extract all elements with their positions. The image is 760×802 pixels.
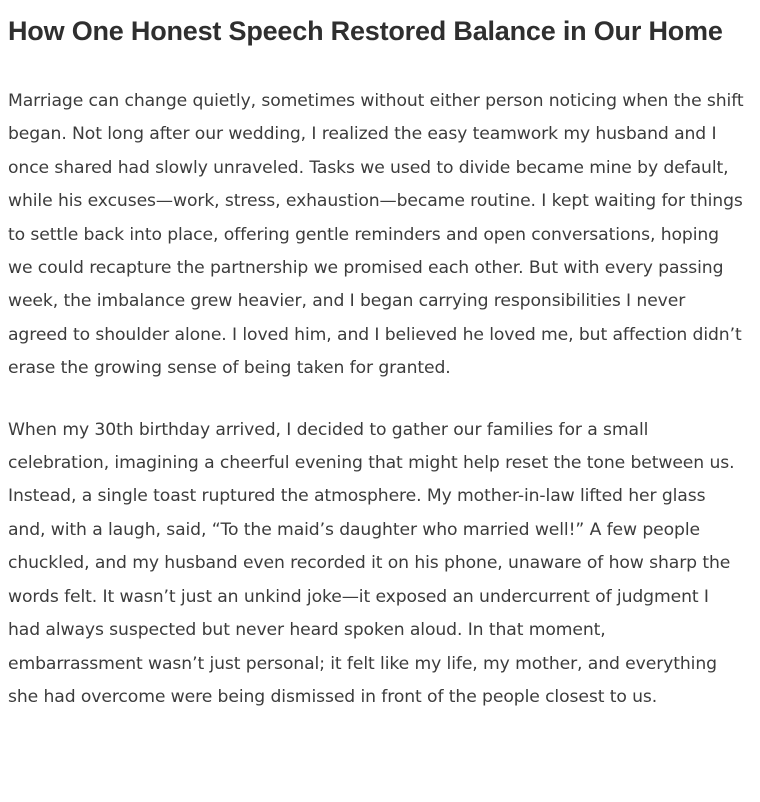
article-paragraph-1: Marriage can change quietly, sometimes without either person noticing when the shift began. Not long after our wedding, I realized the easy teamwork my husband and I once shared had slowly unraveled. Tasks we used to divide became mine by default, while his excuses—work, stress, exhaustion—became routine. I kept waiting for things to settle back into place, offering gentle reminders and open conversations, hoping we could recapture the partnership we promised each other. But with every passing week, the imbalance grew heavier, and I began carrying responsibilities I never agreed to shoulder alone. I loved him, and I believed he loved me, but affection didn’t erase the growing sense of being taken for granted. [8, 91, 744, 379]
article-paragraph-2: When my 30th birthday arrived, I decided to gather our families for a small celebration, imagining a cheerful evening that might help reset the tone between us. Instead, a single toast ruptured the atmosphere. My mother-in-law lifted her glass and, with a laugh, said, “To the maid’s daughter who married well!” A few people chuckled, and my husband even recorded it on his phone, unaware of how sharp the words felt. It wasn’t just an unkind joke—it exposed an undercurrent of judgment I had always suspected but never heard spoken aloud. In that moment, embarrassment wasn’t just personal; it felt like my life, my mother, and everything she had overcome were being dismissed in front of the people closest to us. [8, 419, 735, 707]
article [8, 0, 744, 714]
article-title: How One Honest Speech Restored Balance in Our Home [8, 16, 723, 46]
